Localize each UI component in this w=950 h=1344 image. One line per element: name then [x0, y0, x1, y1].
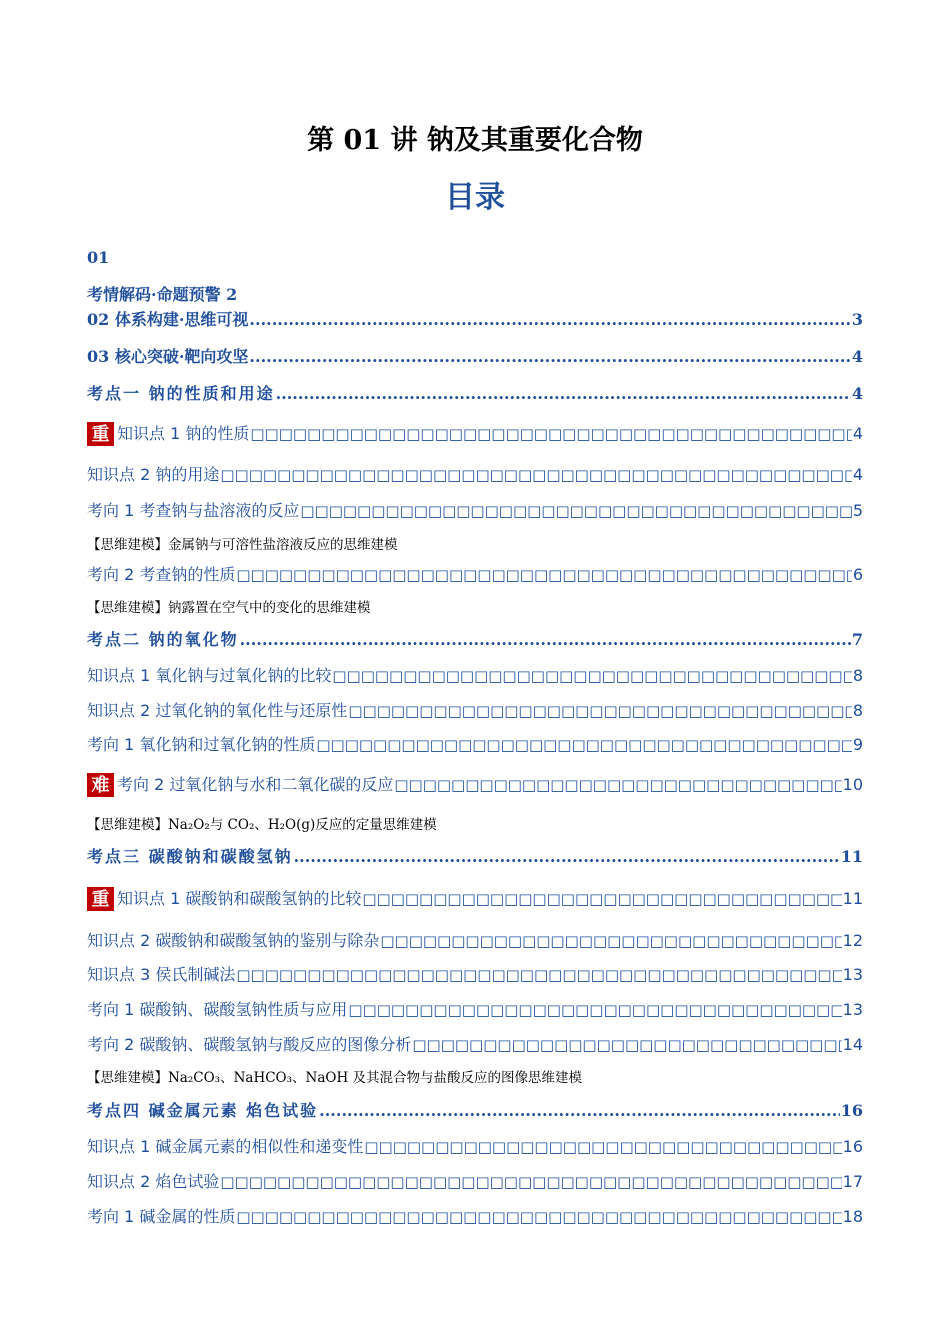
toc-entry[interactable] [87, 733, 863, 757]
toc-entry-label: 知识点 2 碳酸钠和碳酸氢钠的鉴别与除杂 [87, 931, 380, 950]
toc-entry [87, 246, 863, 270]
toc-entry[interactable] [87, 664, 863, 688]
toc-leader [240, 628, 851, 652]
toc-page-number: 4 [851, 347, 863, 366]
difficult-badge: 难 [87, 773, 114, 797]
toc-entry-label: 【思维建模】金属钠与可溶性盐溶液反应的思维建模 [87, 537, 398, 553]
toc-entry[interactable] [87, 1033, 863, 1057]
toc-leader [364, 1135, 841, 1159]
toc-leader [394, 773, 841, 797]
toc-entry[interactable] [87, 963, 863, 987]
toc-page-number: 4 [852, 465, 863, 484]
toc-leader [236, 1205, 841, 1229]
toc-leader [220, 463, 851, 487]
toc-page-number: 3 [851, 310, 863, 329]
toc-leader [294, 845, 840, 869]
toc-entry-label: 知识点 1 氧化钠与过氧化钠的比较 [87, 666, 332, 685]
toc-entry[interactable] [87, 1135, 863, 1159]
toc-page-number: 10 [842, 775, 863, 794]
toc-entry [87, 596, 863, 620]
toc-page-number: 13 [842, 1000, 863, 1019]
toc-entry-label: 考点二 钠的氧化物 [87, 630, 239, 649]
toc-entry[interactable] [87, 422, 863, 446]
toc-entry[interactable] [87, 308, 863, 332]
toc-entry-label: 02 体系构建·思维可视 [87, 310, 249, 329]
toc-page-number: 11 [840, 847, 863, 866]
toc-entry-label: 知识点 2 钠的用途 [87, 465, 220, 484]
toc-entry-label: 考向 1 碱金属的性质 [87, 1207, 236, 1226]
toc-page-number: 9 [852, 735, 863, 754]
important-badge: 重 [87, 422, 114, 446]
toc-entry[interactable] [87, 345, 863, 369]
toc-page-number: 4 [851, 384, 863, 403]
toc-entry-label: 知识点 1 碳酸钠和碳酸氢钠的比较 [117, 889, 362, 908]
toc-entry-label: 【思维建模】钠露置在空气中的变化的思维建模 [87, 600, 371, 616]
toc-leader [412, 1033, 841, 1057]
toc-entry-label: 知识点 3 侯氏制碱法 [87, 965, 236, 984]
toc-page-number: 17 [842, 1172, 863, 1191]
toc-leader [348, 998, 841, 1022]
toc-page-number: 12 [842, 931, 863, 950]
toc-entry[interactable] [87, 929, 863, 953]
toc-page-number: 13 [842, 965, 863, 984]
toc-page-number: 16 [840, 1101, 863, 1120]
toc-leader [380, 929, 841, 953]
toc-leader [300, 499, 851, 523]
toc-leader [220, 1170, 841, 1194]
document-title: 第 01 讲 钠及其重要化合物 [307, 125, 643, 156]
toc-entry [87, 1066, 863, 1090]
toc-page-number: 8 [852, 701, 863, 720]
toc-entry [87, 533, 863, 557]
toc-page-number: 4 [852, 424, 863, 443]
toc-entry[interactable] [87, 1099, 863, 1123]
important-badge: 重 [87, 887, 114, 911]
toc-leader [316, 733, 851, 757]
toc-leader [249, 345, 850, 369]
toc-entry-label: 【思维建模】Na₂CO₃、NaHCO₃、NaOH 及其混合物与盐酸反应的图像思维建模 [87, 1070, 583, 1086]
toc-entry[interactable] [87, 1170, 863, 1194]
toc-leader [319, 1099, 840, 1123]
toc-entry-label: 知识点 2 过氧化钠的氧化性与还原性 [87, 701, 348, 720]
toc-leader [348, 699, 851, 723]
toc-page-number: 14 [842, 1035, 863, 1054]
toc-leader [236, 563, 851, 587]
toc-entry-label: 知识点 1 钠的性质 [117, 424, 250, 443]
toc-entry-label: 考点四 碱金属元素 焰色试验 [87, 1101, 319, 1120]
toc-entry-label: 考向 1 碳酸钠、碳酸氢钠性质与应用 [87, 1000, 348, 1019]
toc-entry-label: 考向 2 碳酸钠、碳酸氢钠与酸反应的图像分析 [87, 1035, 412, 1054]
toc-leader [236, 963, 841, 987]
toc-entry[interactable] [87, 499, 863, 523]
toc-entry[interactable] [87, 773, 863, 797]
toc-leader [332, 664, 851, 688]
toc-leader [276, 382, 851, 406]
toc-entry-label: 考向 2 考查钠的性质 [87, 565, 236, 584]
toc-entry[interactable] [87, 887, 863, 911]
toc-entry-label: 考点三 碳酸钠和碳酸氢钠 [87, 847, 293, 866]
toc-entry-label: 考向 2 过氧化钠与水和二氧化碳的反应 [117, 775, 394, 794]
toc-entry[interactable] [87, 998, 863, 1022]
toc-leader [249, 308, 850, 332]
toc-entry-label: 知识点 1 碱金属元素的相似性和递变性 [87, 1137, 364, 1156]
toc-heading: 目录 [445, 180, 505, 215]
toc-entry[interactable] [87, 845, 863, 869]
toc-page-number: 5 [852, 501, 863, 520]
toc-entry[interactable] [87, 563, 863, 587]
toc-leader [362, 887, 841, 911]
toc-entry-label: 知识点 2 焰色试验 [87, 1172, 220, 1191]
toc-entry[interactable] [87, 463, 863, 487]
toc-entry-label: 03 核心突破·靶向攻坚 [87, 347, 249, 366]
toc-page-number: 8 [852, 666, 863, 685]
toc-page-number: 16 [842, 1137, 863, 1156]
toc-entry[interactable] [87, 382, 863, 406]
toc-entry-label: 【思维建模】Na₂O₂与 CO₂、H₂O(g)反应的定量思维建模 [87, 817, 437, 833]
toc-page-number: 7 [851, 630, 863, 649]
toc-entry[interactable] [87, 699, 863, 723]
toc-page-number: 11 [842, 889, 863, 908]
table-of-contents [87, 0, 863, 1344]
toc-entry[interactable] [87, 1205, 863, 1229]
toc-page-number: 18 [842, 1207, 863, 1226]
toc-entry-label: 考情解码·命题预警 2 [87, 285, 238, 304]
toc-entry-label: 01 [87, 248, 110, 267]
toc-entry-label: 考点一 钠的性质和用途 [87, 384, 275, 403]
toc-entry [87, 813, 863, 837]
toc-entry[interactable] [87, 628, 863, 652]
toc-leader [250, 422, 851, 446]
toc-entry-label: 考向 1 考查钠与盐溶液的反应 [87, 501, 300, 520]
toc-entry [87, 283, 863, 307]
toc-page-number: 6 [852, 565, 863, 584]
toc-entry-label: 考向 1 氧化钠和过氧化钠的性质 [87, 735, 316, 754]
